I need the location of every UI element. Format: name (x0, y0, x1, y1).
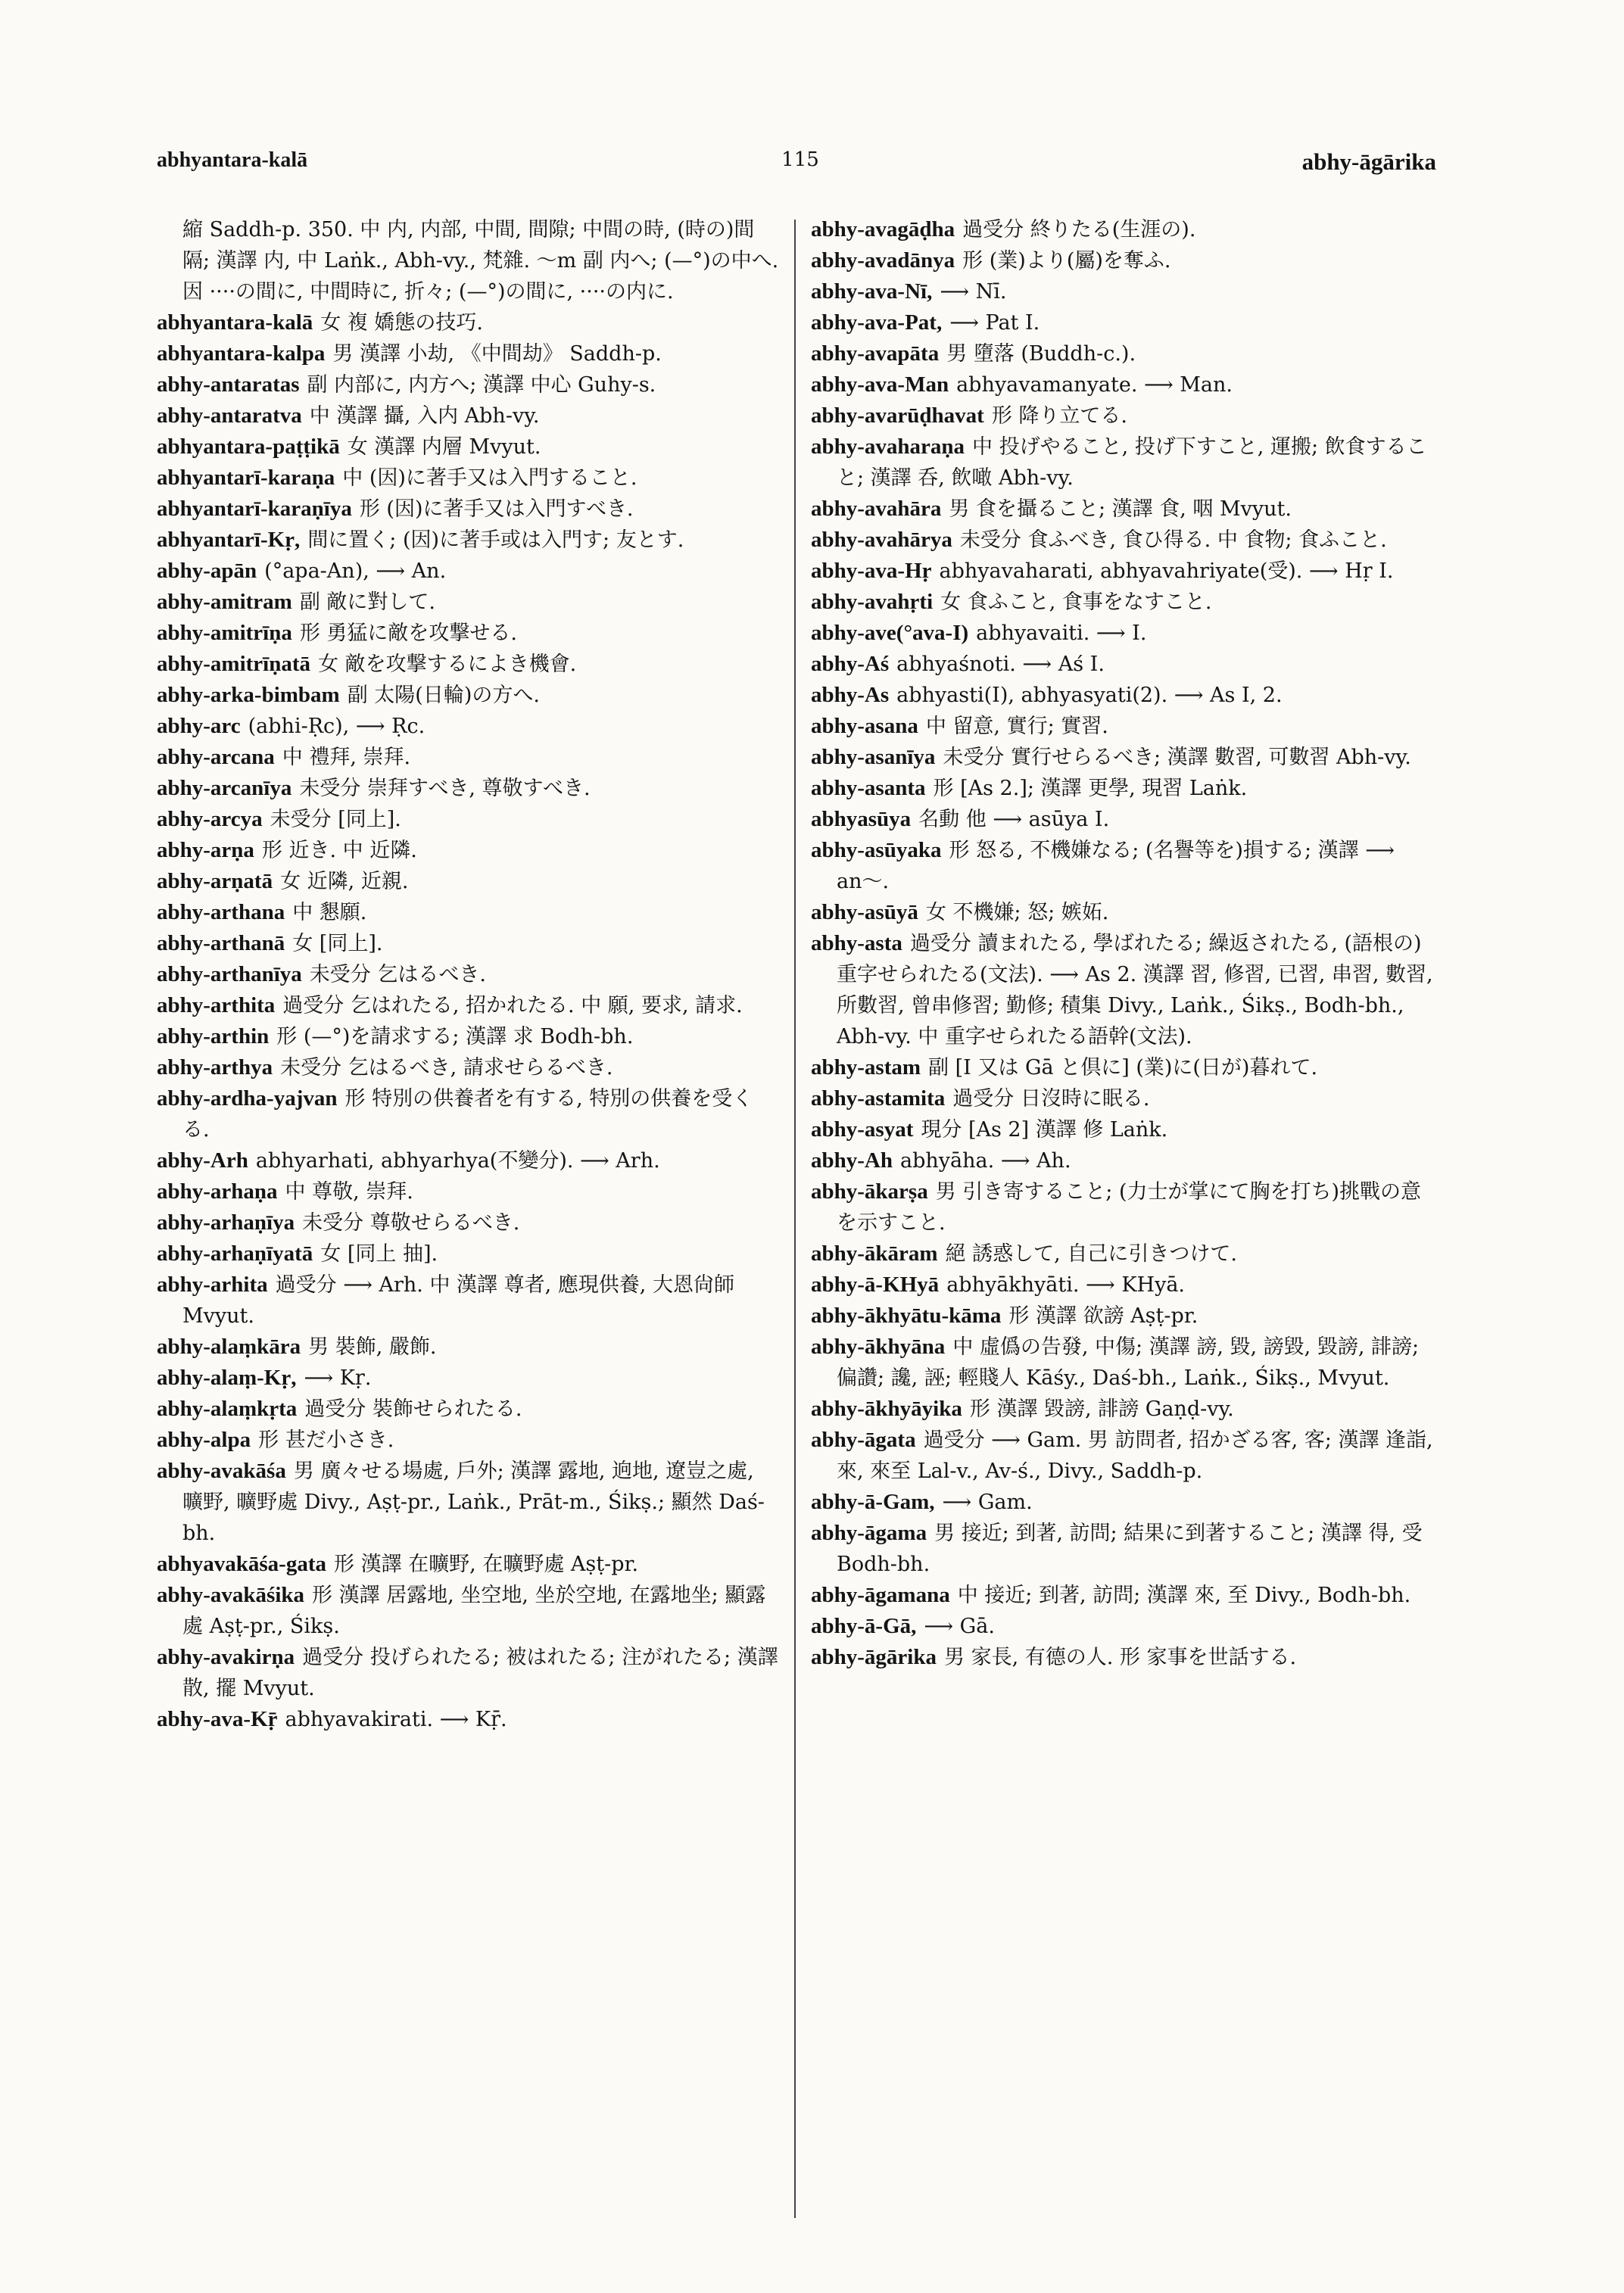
dictionary-entry (811, 556, 1436, 587)
entry-definition: (°apa-An), ⟶ An. (264, 559, 447, 583)
entry-definition: 中 虛僞の告發, 中傷; 漢譯 謗, 毀, 謗毀, 毀謗, 誹謗; 偏讚; 讒, 誣; 輕賤人 Kāśy., Daś-bh., Laṅk., Śikṣ., Mvyut. (837, 1335, 1420, 1390)
dictionary-entry (157, 494, 779, 525)
headword: abhy-arcya (157, 807, 263, 831)
dictionary-entry (157, 990, 779, 1021)
headword: abhy-arcanīya (157, 776, 292, 800)
headword: abhy-ākhyāna (811, 1335, 946, 1359)
dictionary-entry (157, 804, 779, 835)
dictionary-entry (157, 400, 779, 431)
entry-definition: 未受分 乞はるべき, 請求せらるべき. (280, 1056, 613, 1080)
headword: abhy-amitram (157, 590, 292, 614)
entry-definition: 中 懇願. (292, 901, 367, 924)
entry-definition: 中 漢譯 攝, 入内 Abh-vy. (309, 404, 540, 428)
entry-definition: 男 接近; 到著, 訪問; 結果に到著すること; 漢譯 得, 受 Bodh-bh. (837, 1522, 1423, 1576)
entry-definition: abhyarhati, abhyarhya(不變分). ⟶ Arh. (255, 1149, 660, 1173)
entry-definition: 間に置く; (因)に著手或は入門す; 友とす. (307, 528, 684, 552)
dictionary-entry (157, 897, 779, 928)
dictionary-entry (157, 431, 779, 463)
entry-definition: 女 [同上]. (292, 932, 383, 955)
headword: abhy-avakirṇa (157, 1645, 295, 1669)
dictionary-entry (811, 1176, 1436, 1238)
dictionary-entry (811, 742, 1436, 773)
dictionary-entry (157, 1704, 779, 1735)
headword: abhy-arka-bimbam (157, 683, 340, 707)
entry-definition: 副 敵に對して. (299, 590, 435, 614)
entry-definition: 形 近き. 中 近隣. (261, 839, 417, 862)
entry-definition: 形 漢譯 欲謗 Aṣṭ-pr. (1008, 1304, 1199, 1328)
headword: abhy-asūyā (811, 900, 918, 924)
dictionary-entry (811, 1145, 1436, 1176)
entry-definition: 形 (業)より(屬)を奪ふ. (962, 249, 1171, 273)
headword: abhy-arc (157, 714, 241, 738)
dictionary-entry (157, 1549, 779, 1580)
entry-definition: 未受分 食ふべき, 食ひ得る. 中 食物; 食ふこと. (959, 528, 1387, 552)
entry-definition: 形 [As 2.]; 漢譯 更學, 現習 Laṅk. (933, 777, 1248, 800)
entry-definition: abhyāha. ⟶ Ah. (900, 1149, 1071, 1173)
headword: abhy-āgārika (811, 1645, 937, 1669)
entry-definition: 未受分 崇拜すべき, 尊敬すべき. (299, 777, 591, 800)
entry-definition: 中 尊敬, 崇拜. (285, 1180, 413, 1204)
entry-definition: ⟶ Pat I. (949, 311, 1040, 335)
entry-definition: 形 漢譯 在曠野, 在曠野處 Aṣṭ-pr. (334, 1553, 639, 1576)
dictionary-entry (157, 1270, 779, 1332)
headword: abhyasūya (811, 807, 912, 831)
dictionary-entry (811, 214, 1436, 245)
headword: abhy-avapāta (811, 341, 940, 366)
dictionary-entry (157, 525, 779, 556)
dictionary-entry (811, 245, 1436, 276)
headword: abhy-avahāra (811, 497, 942, 521)
entry-definition: 副 [I 又は Gā と倶に] (業)に(日が)暮れて. (928, 1056, 1318, 1080)
headword: abhy-arṇa (157, 838, 254, 862)
headword: abhy-arhaṇīya (157, 1210, 295, 1235)
dictionary-entry (811, 1580, 1436, 1611)
entry-definition: 男 漢譯 小劫, 《中間劫》 Saddh-p. (332, 342, 662, 366)
headword: abhy-arthanīya (157, 962, 302, 986)
dictionary-entry (811, 835, 1436, 897)
dictionary-entry (157, 369, 779, 400)
entry-definition: 女 食ふこと, 食事をなすこと. (940, 590, 1212, 614)
dictionary-entry (811, 1425, 1436, 1487)
dictionary-entry (157, 1145, 779, 1176)
entry-definition: 未受分 乞はるべき. (309, 963, 486, 986)
dictionary-entry (811, 618, 1436, 649)
dictionary-entry (157, 649, 779, 680)
dictionary-entry (157, 835, 779, 866)
headword: abhy-avahṛti (811, 590, 934, 614)
dictionary-entry (811, 400, 1436, 431)
dictionary-entry (157, 680, 779, 711)
headword: abhy-ā-Gam, (811, 1490, 935, 1514)
headword: abhy-arcana (157, 745, 275, 769)
headword: abhy-Arh (157, 1148, 248, 1173)
dictionary-entry (811, 1642, 1436, 1673)
headword: abhy-ava-Kṝ (157, 1707, 278, 1731)
dictionary-entry (811, 804, 1436, 835)
dictionary-entry (811, 1394, 1436, 1425)
headword: abhy-ave(°ava-I) (811, 621, 969, 645)
entry-definition: 形 漢譯 居露地, 坐空地, 坐於空地, 在露地坐; 顯露處 Aṣṭ-pr., Śikṣ. (182, 1584, 766, 1638)
headword: abhy-arhaṇīyatā (157, 1242, 313, 1266)
headword: abhy-amitrīṇatā (157, 652, 310, 676)
dictionary-entry (811, 1238, 1436, 1270)
dictionary-entry (157, 463, 779, 494)
entry-definition: 中 (因)に著手又は入門すること. (342, 466, 637, 490)
headword: abhy-arthanā (157, 931, 285, 955)
dictionary-entry (811, 1270, 1436, 1301)
headword: abhy-avakāśika (157, 1583, 305, 1607)
dictionary-entry (811, 928, 1436, 1052)
entry-definition: 男 廣々せる場處, 戶外; 漢譯 露地, 逈地, 遼豈之處, 曠野, 曠野處 Divy., Aṣṭ-pr., Laṅk., Prāt-m., Śikṣ.; 顯然 Daś-bh. (182, 1460, 765, 1545)
headword: abhy-astamita (811, 1086, 946, 1111)
headword: abhy-asanta (811, 776, 926, 800)
headword: abhy-ava-Pat, (811, 310, 943, 335)
dictionary-entry (811, 1487, 1436, 1518)
headword: abhy-asūyaka (811, 838, 942, 862)
dictionary-entry (157, 1332, 779, 1363)
entry-definition: abhyasti(I), abhyasyati(2). ⟶ As I, 2. (896, 684, 1283, 707)
entry-definition: 中 留意, 實行; 實習. (925, 715, 1108, 738)
entry-definition: 過受分 日沒時に眠る. (952, 1087, 1150, 1111)
dictionary-entry (811, 649, 1436, 680)
headword: abhy-asanīya (811, 745, 936, 769)
entry-definition: ⟶ Nī. (940, 280, 1007, 304)
dictionary-entry (157, 587, 779, 618)
entry-definition: 男 墮落 (Buddh-c.). (946, 342, 1136, 366)
running-header (157, 148, 1436, 182)
headword: abhy-āgamana (811, 1583, 950, 1607)
dictionary-entry (157, 307, 779, 338)
headword: abhy-avahārya (811, 528, 952, 552)
dictionary-entry (811, 307, 1436, 338)
entry-definition: 過受分 ⟶ Gam. 男 訪問者, 招かざる客, 客; 漢譯 逢詣, 來, 來至 Lal-v., Av-ś., Divy., Saddh-p. (837, 1428, 1433, 1483)
headword: abhy-apān (157, 559, 257, 583)
dictionary-entry (811, 1114, 1436, 1145)
entry-definition: 縮 Saddh-p. 350. 中 内, 内部, 中間, 間隙; 中間の時, (時の)間隔; 漢譯 内, 中 Laṅk., Abh-vy., 梵雜. 〜m 副 内へ; (—°)の中へ. 因 ····の間に, 中間時に, 折々; (—°)の間に, ····の内に. (182, 218, 779, 304)
headword: abhy-alaṃ-Kṛ, (157, 1366, 297, 1390)
dictionary-entry (157, 1456, 779, 1549)
entry-definition: 過受分 裝飾せられたる. (304, 1397, 522, 1421)
headword: abhy-arthin (157, 1024, 270, 1048)
entry-definition: abhyavakirati. ⟶ Kṝ. (285, 1708, 507, 1731)
headword: abhy-ā-KHyā (811, 1273, 940, 1297)
entry-definition: 絕 誘惑して, 自己に引きつけて. (945, 1242, 1237, 1266)
dictionary-entry (811, 711, 1436, 742)
entry-definition: 形 特別の供養者を有する, 特別の供養を受くる. (182, 1087, 753, 1142)
dictionary-entry (811, 680, 1436, 711)
dictionary-entry (157, 1176, 779, 1207)
headword: abhyantara-paṭṭikā (157, 435, 340, 459)
entry-definition: 未受分 [同上]. (270, 808, 401, 831)
headword: abhy-avakāśa (157, 1459, 286, 1483)
headword: abhy-Aś (811, 652, 890, 676)
entry-definition: abhyākhyāti. ⟶ KHyā. (946, 1273, 1185, 1297)
entry-definition: 中 接近; 到著, 訪問; 漢譯 來, 至 Divy., Bodh-bh. (957, 1584, 1411, 1607)
headword: abhyantarī-karaṇa (157, 466, 335, 490)
headword: abhy-antaratva (157, 403, 302, 428)
headword: abhy-āgama (811, 1521, 927, 1545)
headword: abhy-āgata (811, 1428, 916, 1452)
entry-definition: (abhi-Ṛc), ⟶ Ṛc. (248, 715, 425, 738)
left-column (157, 214, 779, 1735)
left-guide-word: abhyantara-kalā (157, 148, 308, 172)
entry-definition: 過受分 終りたる(生涯の). (962, 218, 1196, 241)
dictionary-entry (811, 525, 1436, 556)
dictionary-entry (811, 276, 1436, 307)
dictionary-entry (157, 773, 779, 804)
entry-definition: 未受分 尊敬せらるべき. (302, 1211, 520, 1235)
headword: abhy-arṇatā (157, 869, 273, 893)
entry-definition: 男 引き寄すること; (力士が掌にて胸を打ち)挑戰の意を示すこと. (837, 1180, 1422, 1235)
dictionary-entry (157, 618, 779, 649)
entry-definition: abhyavamanyate. ⟶ Man. (956, 373, 1233, 397)
headword: abhy-ava-Man (811, 372, 949, 397)
entry-definition: 過受分 ⟶ Arh. 中 漢譯 尊者, 應現供養, 大恩尙師 Mvyut. (182, 1273, 734, 1328)
entry-definition: 副 内部に, 内方へ; 漢譯 中心 Guhy-s. (307, 373, 656, 397)
dictionary-entry (157, 928, 779, 959)
headword: abhy-alaṃkāra (157, 1335, 301, 1359)
headword: abhy-arhaṇa (157, 1179, 278, 1204)
dictionary-entry (157, 1021, 779, 1052)
entry-definition: 女 複 嬌態の技巧. (320, 311, 484, 335)
headword: abhy-Ah (811, 1148, 893, 1173)
headword: abhyantarī-karaṇīya (157, 497, 352, 521)
entry-definition: 副 太陽(日輪)の方へ. (347, 684, 540, 707)
dictionary-entry (811, 1518, 1436, 1580)
headword: abhy-ardha-yajvan (157, 1086, 338, 1111)
entry-definition: abhyaśnoti. ⟶ Aś I. (896, 653, 1105, 676)
entry-definition: 中 投げやること, 投げ下すこと, 運搬; 飲食すること; 漢譯 呑, 飲噉 Abh-vy. (837, 435, 1427, 490)
entry-definition: 女 敵を攻撃するによき機會. (318, 653, 577, 676)
dictionary-entry (157, 1363, 779, 1394)
dictionary-entry (157, 1642, 779, 1704)
dictionary-entry (157, 1580, 779, 1642)
headword: abhy-antaratas (157, 372, 300, 397)
entry-definition: 男 裝飾, 嚴飾. (308, 1335, 437, 1359)
dictionary-entry (157, 742, 779, 773)
dictionary-entry (157, 959, 779, 990)
dictionary-entry (811, 431, 1436, 494)
headword: abhy-As (811, 683, 890, 707)
entry-definition: 過受分 讀まれたる, 學ばれたる; 繰返されたる, (語根の)重字せられたる(文法). ⟶ As 2. 漢譯 習, 修習, 已習, 串習, 數習, 所數習, 曾串修習; 勤修; 積集 Divy., Laṅk., Śikṣ., Bodh-bh., Abh-vy. 中 重字せられたる語幹(文法). (837, 932, 1433, 1048)
dictionary-entry (157, 866, 779, 897)
headword: abhy-avadānya (811, 248, 955, 273)
dictionary-entry (811, 897, 1436, 928)
entry-definition: 形 (—°)を請求する; 漢譯 求 Bodh-bh. (276, 1025, 634, 1048)
entry-definition: 形 漢譯 毀謗, 誹謗 Gaṇḍ-vy. (969, 1397, 1234, 1421)
headword: abhy-asana (811, 714, 918, 738)
entry-definition: 形 降り立てる. (991, 404, 1127, 428)
headword: abhy-arhita (157, 1273, 268, 1297)
entry-definition: 過受分 乞はれたる, 招かれたる. 中 願, 要求, 請求. (282, 994, 743, 1017)
entry-definition: 名動 他 ⟶ asūya I. (918, 808, 1110, 831)
page-number: 115 (781, 148, 819, 171)
headword: abhy-ākhyātu-kāma (811, 1304, 1002, 1328)
dictionary-entry (157, 338, 779, 369)
headword: abhy-arthita (157, 993, 276, 1017)
headword: abhy-ākhyāyika (811, 1397, 962, 1421)
headword: abhy-asta (811, 931, 902, 955)
entry-definition: 未受分 實行せらるべき; 漢譯 數習, 可數習 Abh-vy. (943, 746, 1411, 769)
entry-definition: ⟶ Gā. (924, 1615, 995, 1638)
dictionary-entry (157, 1425, 779, 1456)
headword: abhyantarī-Kṛ, (157, 528, 301, 552)
headword: abhy-alaṃkṛta (157, 1397, 298, 1421)
headword: abhy-ākāram (811, 1242, 938, 1266)
headword: abhy-arthana (157, 900, 285, 924)
column-divider (794, 220, 796, 2218)
right-guide-word: abhy-āgārika (1301, 148, 1436, 175)
headword: abhy-asyat (811, 1117, 914, 1142)
entry-definition: 形 甚だ小さき. (258, 1428, 394, 1452)
dictionary-entry (157, 1394, 779, 1425)
entry-definition: 女 近隣, 近親. (280, 870, 409, 893)
entry-definition: ⟶ Kṛ. (304, 1366, 372, 1390)
entry-definition: 形 怒る, 不機嫌なる; (名譽等を)損する; 漢譯 ⟶ an〜. (837, 839, 1395, 893)
dictionary-entry (811, 1301, 1436, 1332)
headword: abhyantara-kalpa (157, 341, 326, 366)
entry-definition: 男 家長, 有德の人. 形 家事を世話する. (943, 1646, 1297, 1669)
headword: abhy-ava-Hṛ (811, 559, 932, 583)
entry-definition: 女 [同上 抽]. (320, 1242, 438, 1266)
dictionary-entry (811, 369, 1436, 400)
entry-definition: 男 食を攝ること; 漢譯 食, 咽 Mvyut. (949, 497, 1292, 521)
entry-definition: 女 漢譯 内層 Mvyut. (347, 435, 541, 459)
entry-definition: 女 不機嫌; 怒; 嫉妬. (925, 901, 1109, 924)
dictionary-entry (811, 773, 1436, 804)
headword: abhy-arthya (157, 1055, 273, 1080)
right-column (811, 214, 1436, 1673)
headword: abhy-avaharaṇa (811, 435, 965, 459)
dictionary-entry (811, 1083, 1436, 1114)
dictionary-entry (811, 587, 1436, 618)
dictionary-entry (811, 494, 1436, 525)
entry-definition: 形 勇猛に敵を攻撃せる. (299, 622, 518, 645)
dictionary-entry (811, 1611, 1436, 1642)
headword: abhy-avagāḍha (811, 217, 955, 241)
dictionary-entry (157, 214, 779, 307)
entry-definition: 中 禮拜, 崇拜. (282, 746, 411, 769)
headword: abhy-ava-Nī, (811, 279, 933, 304)
dictionary-entry (157, 1207, 779, 1238)
dictionary-entry (157, 1238, 779, 1270)
dictionary-entry (157, 1052, 779, 1083)
dictionary-entry (157, 556, 779, 587)
entry-definition: 現分 [As 2] 漢譯 修 Laṅk. (921, 1118, 1168, 1142)
entry-definition: 過受分 投げられたる; 被はれたる; 注がれたる; 漢譯 散, 擺 Mvyut. (182, 1646, 778, 1700)
entry-definition: 形 (因)に著手又は入門すべき. (359, 497, 634, 521)
headword: abhy-amitrīṇa (157, 621, 292, 645)
entry-definition: abhyavaiti. ⟶ I. (976, 622, 1147, 645)
headword: abhyantara-kalā (157, 310, 313, 335)
dictionary-entry (811, 1052, 1436, 1083)
dictionary-entry (811, 1332, 1436, 1394)
entry-definition: abhyavaharati, abhyavahriyate(受). ⟶ Hṛ I. (939, 559, 1394, 583)
headword: abhy-ā-Gā, (811, 1614, 917, 1638)
headword: abhy-ākarṣa (811, 1179, 928, 1204)
entry-definition: ⟶ Gam. (942, 1491, 1033, 1514)
dictionary-entry (811, 338, 1436, 369)
headword: abhy-astam (811, 1055, 921, 1080)
dictionary-entry (157, 711, 779, 742)
headword: abhy-avarūḍhavat (811, 403, 984, 428)
dictionary-entry (157, 1083, 779, 1145)
headword: abhyavakāśa-gata (157, 1552, 326, 1576)
headword: abhy-alpa (157, 1428, 251, 1452)
